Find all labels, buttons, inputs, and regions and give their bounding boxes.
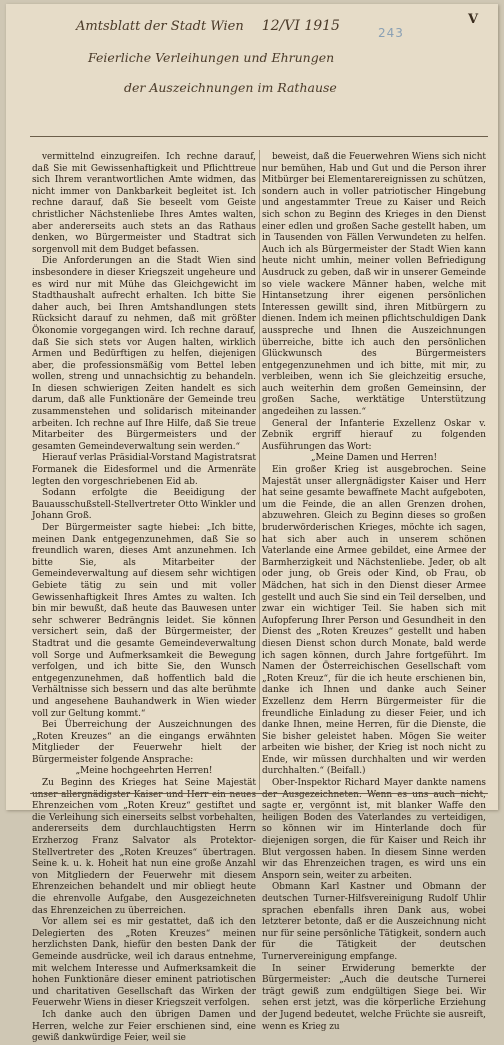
speech-salutation: „Meine hochgeehrten Herren! [75, 766, 213, 777]
paragraph: General der Infanterie Exzellenz Oskar v. Zebnik ergriff hierauf zu folgenden Ausführungen das Wort: [262, 418, 486, 452]
paragraph: Obmann Karl Kastner und Obmann der deutschen Turner-Hilfsvereinigung Rudolf Uhlir sprachen ebenfalls ihren Dank aus, wobei letzterer betonte, daß er die Auszeichnung nicht nur für seine persönliche Tätigkeit, sondern auch für die Tätigkeit der deutschen Turnervereinigung empfange. [262, 882, 486, 962]
newspaper-clipping-sheet [6, 4, 498, 1044]
paragraph: Zu Beginn des Krieges hat Seine Majestät unser allergnädigster Kaiser und Herr ein neues Ehrenzeichen vom „Roten Kreuz“ gestiftet und die Verleihung sich einerseits selbst vorbehalten, andererseits dem durchlauchtigsten Herrn Erzherzog Franz Salvator als Protektor-Stellvertreter des „Roten Kreuzes“ übertragen. Seine k. u. k. Hoheit hat nun eine große Anzahl von Mitgliedern der Feuerwehr mit diesem Ehrenzeichen behandelt und mir obliegt heute die ehrenvolle Aufgabe, den Ausgezeichneten das Ehrenzeichen zu überreichen. [32, 778, 256, 916]
handwritten-source: Amtsblatt der Stadt Wien [76, 19, 244, 34]
paragraph: In seiner Erwiderung bemerkte der Bürgermeister: „Auch die deutsche Turnerei trägt gewiß zum endgültigen Siege bei. Wir sehen erst jetzt, was die körperliche Erziehung der Jugend bedeutet, welche Früchte sie ausreift, wenn es Krieg zu [262, 963, 486, 1032]
right-text-column [262, 152, 486, 1032]
handwritten-title-line-1: Feierliche Verleihungen und Ehrungen [88, 50, 335, 65]
paragraph: Ober-Inspektor Richard Mayer dankte namens der Ausgezeichneten. Wenn es uns auch nicht, sagte er, vergönnt ist, mit blanker Waffe den heiligen Boden des Vaterlandes zu verteidigen, so können wir im Hinterlande doch für diejenigen sorgen, die für Kaiser und Reich ihr Blut vergossen haben. In diesem Sinne werden wir das Ehrenzeichen tragen, es wird uns ein Ansporn sein, weiter zu arbeiten. [262, 778, 486, 881]
column-divider [259, 150, 260, 790]
paragraph: Vor allem sei es mir gestattet, daß ich den Delegierten des „Roten Kreuzes“ meinen herzlichsten Dank, hiefür den besten Dank der Gemeinde ausdrücke, weil ich daraus entnehme, mit welchem Interesse und Aufmerksamkeit die hohen Funktionäre dieser eminent patriotischen und charitativen Gesellschaft das Wirken der Feuerwehr Wiens in dieser Kriegszeit verfolgen. [32, 917, 256, 1009]
roman-numeral-marker: V [468, 12, 479, 27]
paragraph: beweist, daß die Feuerwehren Wiens sich nicht nur bemühen, Hab und Gut und die Person ihrer Mitbürger bei Elementarereignissen zu schützen, sondern auch in voller patriotischer Hingebung und angestammter Treue zu Kaiser und Reich sich schon zu Beginn des Krieges in den Dienst einer edlen und großen Sache gestellt haben, um in Tausenden von Fällen Verwundeten zu helfen. Auch ich als Bürgermeister der Stadt Wien kann heute nicht umhin, meiner vollen Befriedigung Ausdruck zu geben, daß wir in unserer Gemeinde so viele wackere Männer haben, welche mit Hintansetzung ihrer eigenen persönlichen Interessen gewillt sind, ihren Mitbürgern zu dienen. Indem ich meinen pflichtschuldigen Dank ausspreche und Ihnen die Auszeichnungen überreiche, bitte ich auch den persönlichen Glückwunsch des Bürgermeisters entgegenzunehmen und ich bitte, mit mir, zu verbleiben, wenn ich Sie gleichzeitig ersuche, auch weiterhin dem großen Gemeinsinn, der großen Sache, werktätige Unterstützung angedeihen zu lassen.“ [262, 152, 486, 418]
paragraph: Bei Überreichung der Auszeichnungen des „Roten Kreuzes“ an die eingangs erwähnten Mitglieder der Feuerwehr hielt der Bürgermeister folgende Ansprache: [32, 720, 256, 765]
paragraph: Hierauf verlas Präsidial-Vorstand Magistratsrat Formanek die Eidesformel und die Armenräte legten den vorgeschriebenen Eid ab. [32, 453, 256, 487]
paragraph: vermittelnd einzugreifen. Ich rechne darauf, daß Sie mit Gewissenhaftigkeit und Pflichttreue sich Ihrem verantwortlichen Amte widmen, das nicht immer von Dankbarkeit begleitet ist. Ich rechne darauf, daß Sie beseelt vom Geiste christlicher Nächstenliebe Ihres Amtes walten, aber andererseits auch stets an das Rathaus denken, wo Bürgermeister und Stadtrat sich sorgenvoll mit dem Budget befassen. [32, 152, 256, 255]
paragraph: Sodann erfolgte die Beeidigung der Bauausschußstell-Stellvertreter Otto Winkler und Johann Groß. [32, 488, 256, 522]
paragraph: Der Bürgermeister sagte hiebei: „Ich bitte, meinen Dank entgegenzunehmen, daß Sie so freundlich waren, dieses Amt anzunehmen. Ich bitte Sie, als Mitarbeiter der Gemeindeverwaltung auf diesem sehr wichtigen Gebiete tätig zu sein und mit voller Gewissenhaftigkeit Ihres Amtes zu walten. Ich bin mir bewußt, daß heute das Bauwesen unter sehr schwerer Bedrängnis leidet. Sie können versichert sein, daß der Bürgermeister, der Stadtrat und die gesamte Gemeindeverwaltung voll Sorge und Aufmerksamkeit die Bewegung verfolgen, und ich bitte Sie, den Wunsch entgegenzunehmen, daß hoffentlich bald die Verhältnisse sich bessern und das alte berühmte und angesehene Bauhandwerk in Wien wieder voll zur Geltung kommt.“ [32, 523, 256, 719]
handwritten-date: 12/VI 1915 [261, 18, 340, 34]
handwritten-title-line-2: der Auszeichnungen im Rathause [124, 80, 337, 95]
archive-stamp-number: 243 [378, 26, 404, 40]
paragraph: Ein großer Krieg ist ausgebrochen. Seine Majestät unser allergnädigster Kaiser und Herr hat seine gesamte bewaffnete Macht aufgeboten, um die Feinde, die an allen Grenzen drohen, abzuwehren. Gleich zu Beginn dieses so großen bruderwörderischen Krieges, möchte ich sagen, hat sich aber auch in unserem schönen Vaterlande eine Armee gebildet, eine Armee der Barmherzigkeit und Nächstenliebe. Jeder, ob alt oder jung, ob Greis oder Kind, ob Frau, ob Mädchen, hat sich in den Dienst dieser Armee gestellt und auch Sie sind ein Teil derselben, und zwar ein wichtiger Teil. Sie haben sich mit Aufopferung Ihrer Person und Gesundheit in den Dienst des „Roten Kreuzes“ gestellt und haben diesen Dienst schon durch Monate, bald werde ich sagen können, durch Jahre fortgeführt. Im Namen der Österreichischen Gesellschaft vom „Roten Kreuz“, für die ich heute erschienen bin, danke ich Ihnen und danke auch Seiner Exzellenz dem Herrn Bürgermeister für die freundliche Einladung zu dieser Feier, und ich danke Ihnen, meine Herren, für die Dienste, die Sie bisher geleistet haben. Mögen Sie weiter arbeiten wie bisher, der Krieg ist noch nicht zu Ende, wir müssen durchhalten und wir werden durchhalten.“ (Beifall.) [262, 465, 486, 777]
left-text-column [32, 152, 256, 1044]
top-divider-line [30, 136, 488, 137]
paragraph: Ich danke auch den übrigen Damen und Herren, welche zur Feier erschienen sind, eine gewiß dankwürdige Feier, weil sie [32, 1009, 256, 1044]
paragraph: Die Anforderungen an die Stadt Wien sind insbesondere in dieser Kriegszeit ungeheure und es wird nur mit Mühe das Gleichgewicht im Stadthaushalt aufrecht erhalten. Ich bitte Sie daher auch, bei Ihren Amtshandlungen stets Rücksicht darauf zu nehmen, daß mit größter Ökonomie vorgegangen wird. Ich rechne darauf, daß Sie sich stets vor Augen halten, wirklich Armen und Bedürftigen zu helfen, diejenigen aber, die professionsmäßig vom Bettel leben wollen, streng und unnachsichtig zu behandeln. In diesen schwierigen Zeiten handelt es sich darum, daß alle Funktionäre der Gemeinde treu zusammenstehen und solidarisch miteinander arbeiten. Ich rechne auf Ihre Hilfe, daß Sie treue Mitarbeiter des Bürgermeisters und der gesamten Gemeindeverwaltung sein werden.“ [32, 256, 256, 452]
handwritten-source-line [76, 18, 340, 34]
bottom-divider-line [30, 793, 488, 794]
speech-salutation: „Meine Damen und Herren! [310, 453, 438, 464]
